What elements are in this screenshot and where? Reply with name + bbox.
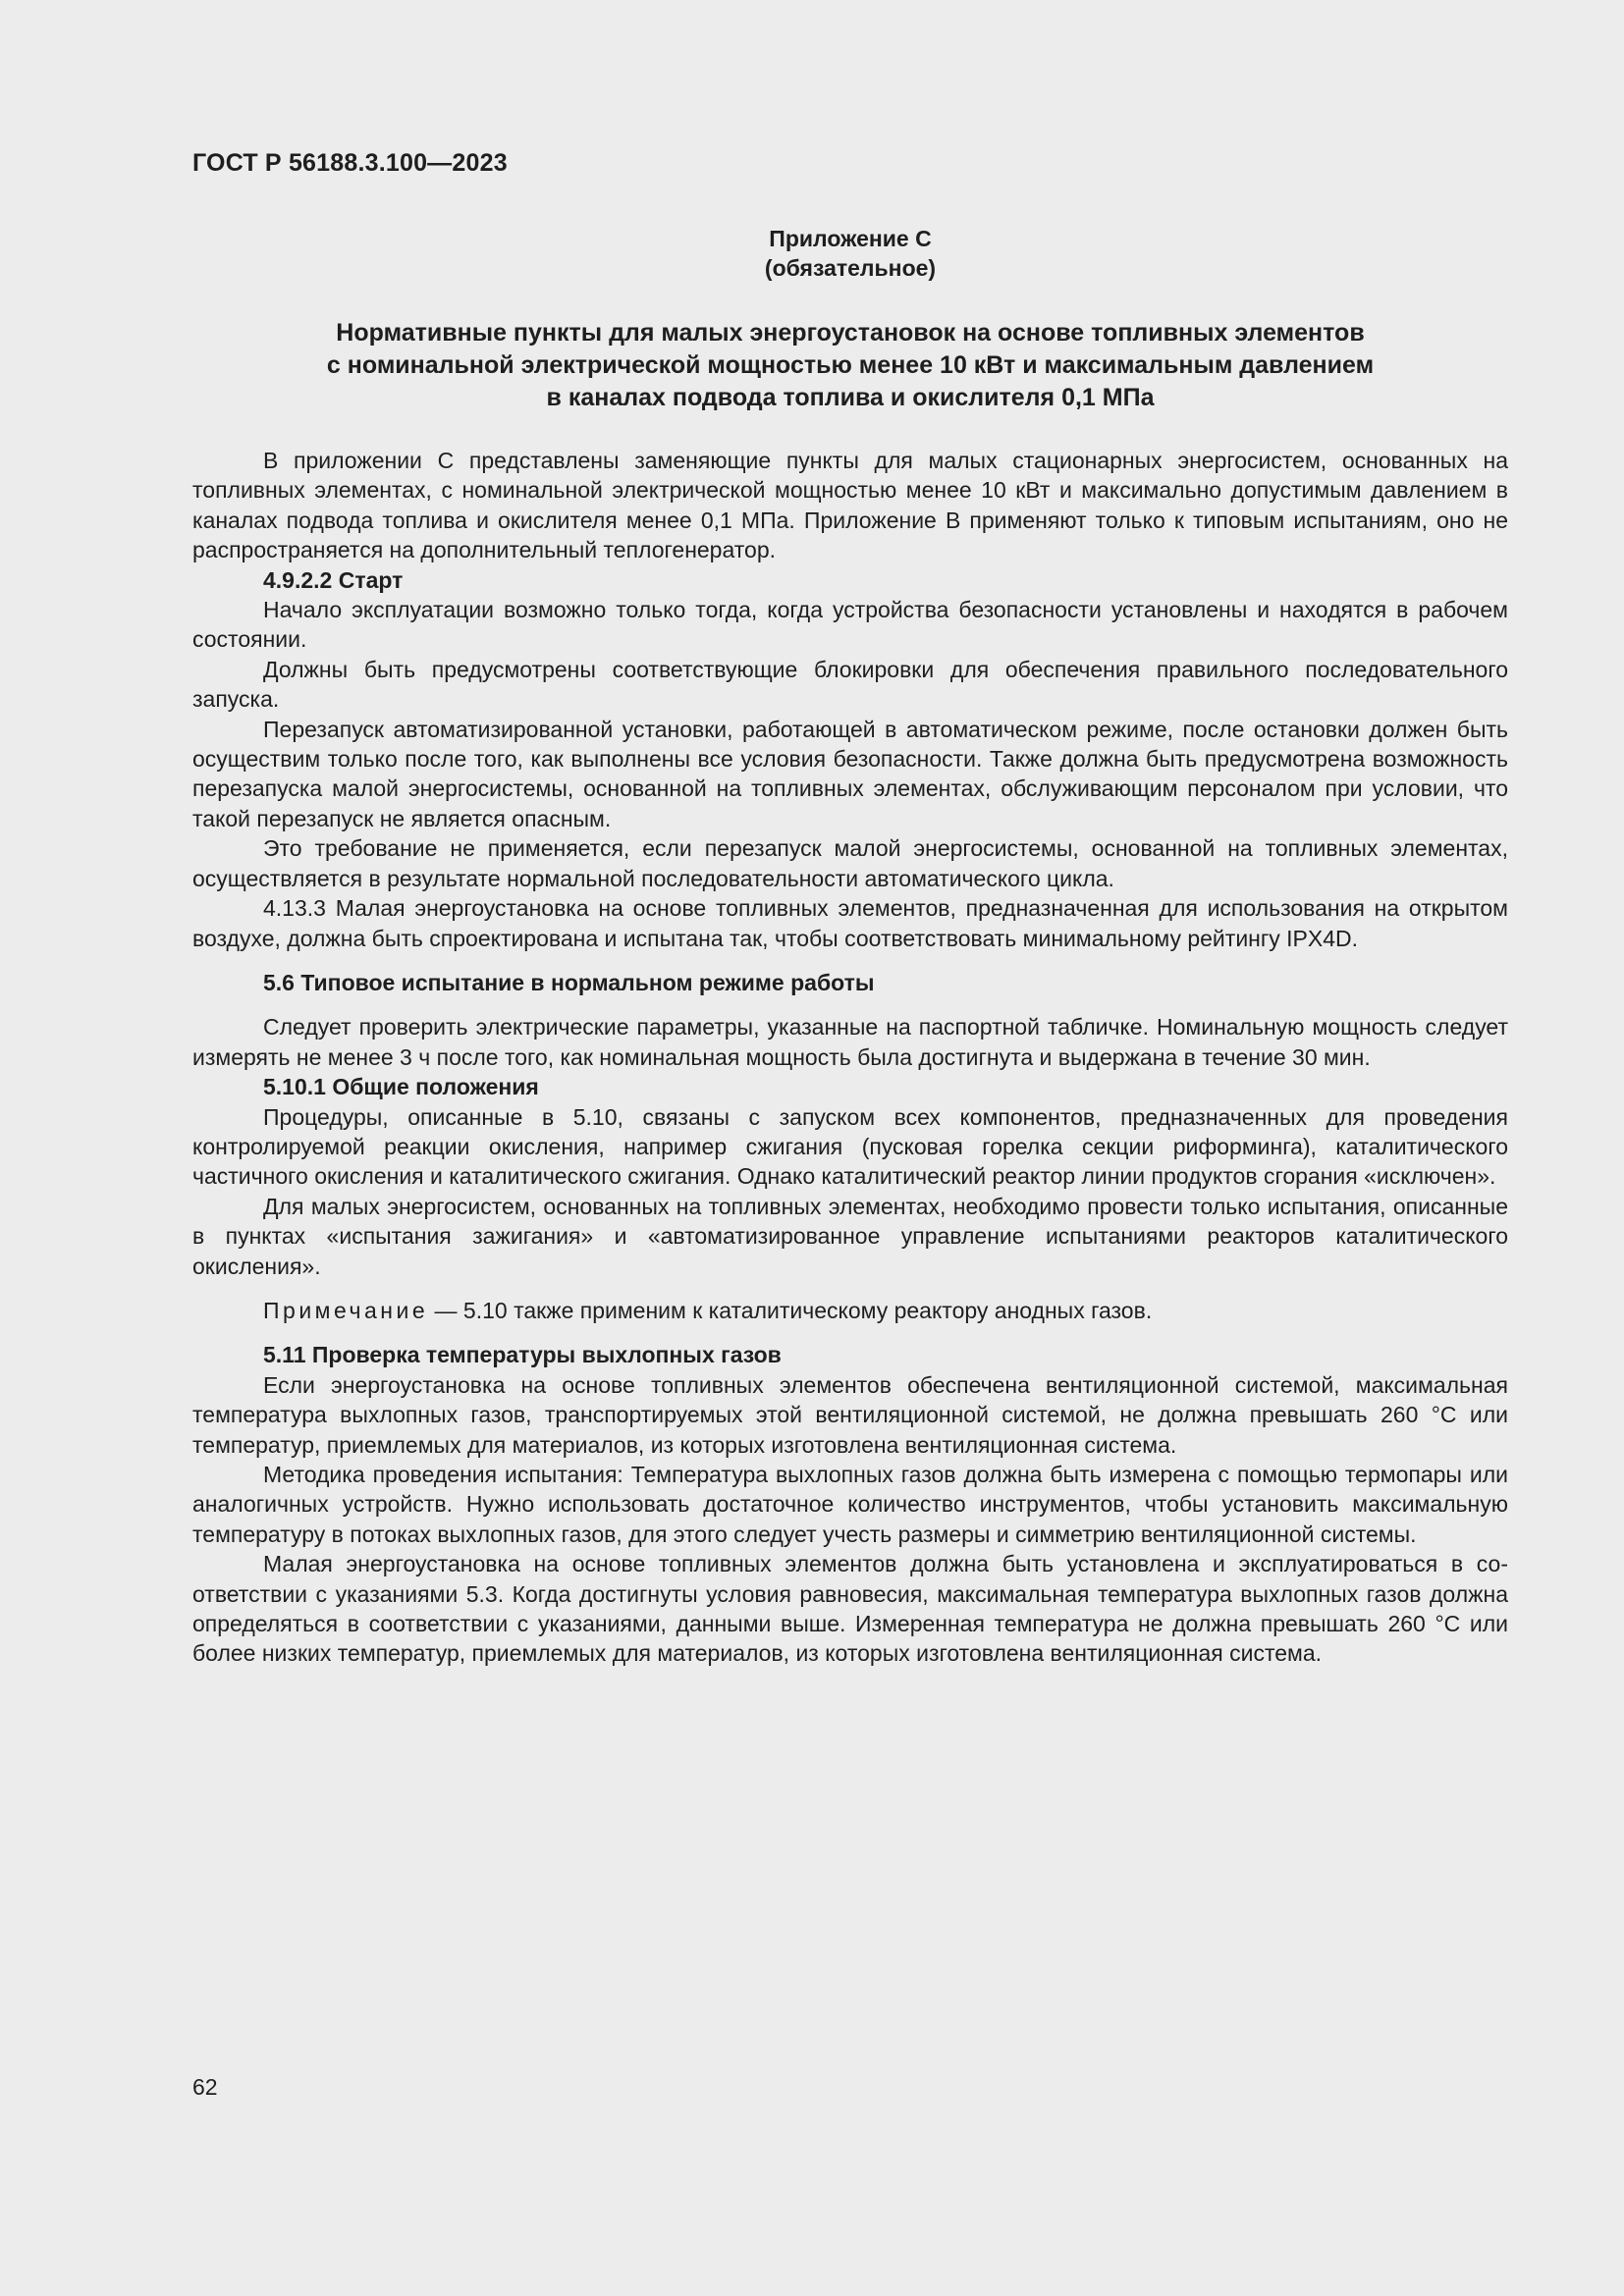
note bbox=[192, 1296, 1508, 1325]
paragraph: Перезапуск автоматизированной установки, работающей в автоматическом режиме, после остановки должен быть осуществим только после того, как выполнены все условия безопасности. Также должна быть предусмотрена возможность перезапуска малой энергосистемы, основанной на топливных элементах, обслуживающим персоналом при условии, что такой перезапуск не является опасным. bbox=[192, 716, 1508, 831]
intro-paragraph: В приложении С представлены заменяющие пункты для малых стационарных энергосистем, основанных на топливных элементах, с номинальной электрической мощностью менее 10 кВт и максимально допустимым давлением в каналах подвода топлива и окислителя менее 0,1 МПа. Приложение В применяют только к типовым испытаниям, оно не распространяется на дополнительный теплогенератор. bbox=[192, 448, 1508, 563]
paragraph: Начало эксплуатации возможно только тогда, когда устройства безопасности установлены и находятся в рабочем состоянии. bbox=[192, 597, 1508, 653]
paragraph: Если энергоустановка на основе топливных элементов обеспечена вентиляционной системой, максимальная температура выхлопных газов, транспортируемых этой вентиляционной системой, не должна превышать 260 °С или температур, приемлемых для материалов, из которых изготовлена вентиляционная система. bbox=[192, 1371, 1508, 1458]
section-heading-56: 5.6 Типовое испытание в нормальном режиме работы bbox=[263, 969, 875, 995]
paragraph: Процедуры, описанные в 5.10, связаны с запуском всех компонентов, предназначенных для проведения контролируемой реакции окисления, например сжигания (пусковая горелка секции риформинга), каталитического частичного окисления и каталитического сжигания. Однако каталитический реактор линии продуктов сгорания «исключен». bbox=[192, 1103, 1508, 1190]
page-number: 62 bbox=[192, 2074, 218, 2100]
paragraph: Должны быть предусмотрены соответствующие блокировки для обеспечения правильного последовательного запуска. bbox=[192, 656, 1508, 713]
appendix-title: Приложение С bbox=[769, 226, 932, 251]
standard-code-header: ГОСТ Р 56188.3.100—2023 bbox=[192, 149, 508, 177]
note-text: — 5.10 также применим к каталитическому реактору анодных газов. bbox=[428, 1297, 1153, 1323]
section-heading-5101: 5.10.1 Общие положения bbox=[263, 1074, 539, 1100]
paragraph: Малая энергоустановка на основе топливных элементов должна быть установлена и эксплуатироваться в соответствии с указаниями 5.3. Когда достигнуты условия равновесия, максимальная температура выхлопных газов должна определяться в соответствии с указаниями, данными выше. Измеренная температура не должна превышать 260 °С или более низких температур, приемлемых для материалов, из которых изготовлена вентиляционная система. bbox=[192, 1551, 1508, 1667]
paragraph: Для малых энергосистем, основанных на топливных элементах, необходимо провести только испытания, описанные в пунктах «испытания зажигания» и «автоматизированное управление испытаниями реакторов каталитического окисления». bbox=[192, 1193, 1508, 1279]
paragraph-4133: 4.13.3 Малая энергоустановка на основе топливных элементов, предназначенная для использования на открытом воздухе, должна быть спроектирована и испытана так, чтобы соответствовать минимальному рейтингу IPX4D. bbox=[192, 895, 1508, 951]
paragraph: Методика проведения испытания: Температура выхлопных газов должна быть измерена с помощью термопары или аналогичных устройств. Нужно использовать достаточное количество инструментов, чтобы установить максимальную температуру в потоках выхлопных газов, для этого следует учесть размеры и симметрию вентиляционной системы. bbox=[192, 1462, 1508, 1547]
appendix-main-title bbox=[192, 317, 1508, 414]
section-heading-4922: 4.9.2.2 Старт bbox=[263, 566, 404, 593]
main-title-line: в каналах подвода топлива и окислителя 0,1 МПа bbox=[546, 384, 1155, 411]
appendix-status: (обязательное) bbox=[764, 255, 937, 281]
main-title-line: Нормативные пункты для малых энергоустановок на основе топливных элементов bbox=[336, 319, 1365, 347]
paragraph: Следует проверить электрические параметры, указанные на паспортной табличке. Номинальную мощность следует измерять не менее 3 ч после того, как номинальная мощность была достигнута и выдержана в течение 30 мин. bbox=[192, 1014, 1508, 1070]
paragraph: Это требование не применяется, если перезапуск малой энергосистемы, основанной на топливных элементах, осуществляется в результате нормальной последовательности автоматического цикла. bbox=[192, 835, 1508, 891]
section-heading-511: 5.11 Проверка температуры выхлопных газов bbox=[263, 1342, 782, 1368]
note-label: Примечание bbox=[263, 1297, 429, 1323]
main-title-line: с номинальной электрической мощностью менее 10 кВт и максимальным давлением bbox=[326, 351, 1375, 379]
appendix-heading bbox=[192, 224, 1508, 283]
document-body bbox=[192, 446, 1508, 1669]
